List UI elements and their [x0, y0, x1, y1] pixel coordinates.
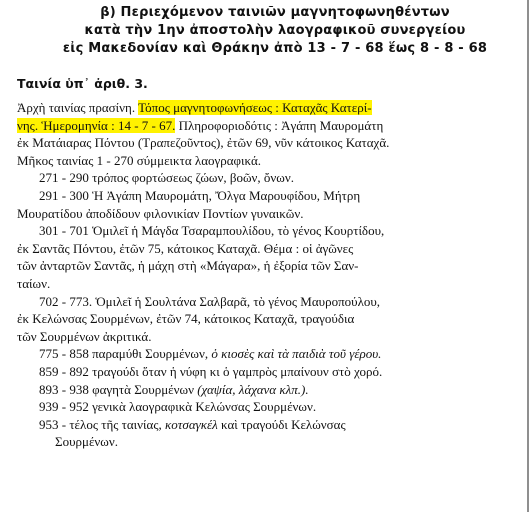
- heading-line-1: β) Περιεχόμενον ταινιῶν μαγνητοφωνηθέντων: [100, 5, 450, 20]
- entry-text: 775 - 858 παραμύθι Σουρμένων,: [39, 346, 209, 362]
- entry-line: 301 - 701 Ὁμιλεῖ ἡ Μάγδα Τσαραμπουλίδου, τὸ γένος Κουρτίδου,: [39, 223, 385, 239]
- intro-line-4: Μῆκος ταινίας 1 - 270 σύμμεικτα λαογραφικά.: [17, 152, 262, 168]
- entry-line: τῶν Σουρμένων ἀκριτικά.: [17, 328, 152, 344]
- entry-italic-title: ὁ κιοσὲς καὶ τὰ παιδιὰ τοῦ γέρου.: [211, 346, 382, 362]
- intro-text: Ἀρχὴ ταινίας πρασίνη.: [17, 100, 136, 115]
- entry-italic-title: (χαψία, λάχανα κλπ.).: [197, 381, 309, 397]
- highlighted-text: Τόπος μαγνητοφωνήσεως : Καταχᾶς Κατερί-: [138, 100, 372, 115]
- entry-line: τῶν ἀνταρτῶν Σαντᾶς, ἡ μάχη στὴ «Μάγαρα», ἡ ἐξορία τῶν Σαν-: [17, 258, 359, 274]
- entry-line: [17, 416, 520, 434]
- intro-line-1: [17, 99, 520, 117]
- entry-line: [17, 345, 520, 363]
- entry-line: 291 - 300 Ἡ Ἀγάπη Μαυρομάτη, Ὄλγα Μαρουφίδου, Μήτρη: [39, 187, 361, 203]
- entry-italic-title: κοτσαγκέλ: [165, 416, 218, 432]
- entry-text: καὶ τραγούδι Κελώνσας: [221, 416, 346, 432]
- heading-line-3: εἰς Μακεδονίαν καὶ Θράκην ἀπὸ 13 - 7 - 68 ἕως 8 - 8 - 68: [62, 41, 488, 56]
- entry-line: ἐκ Κελώνσας Σουρμένων, ἐτῶν 74, κάτοικος Καταχᾶ, τραγούδια: [17, 311, 355, 327]
- entry-text: 893 - 938 φαγητὰ Σουρμένων: [39, 381, 194, 397]
- entry-line: ἐκ Σαντᾶς Πόντου, ἐτῶν 75, κάτοικος Καταχᾶ. Θέμα : οἱ ἀγῶνες: [17, 240, 354, 256]
- entry-line: 702 - 773. Ὁμιλεῖ ἡ Σουλτάνα Σαλβαρᾶ, τὸ γένος Μαυροπούλου,: [39, 293, 381, 309]
- entry-line: 859 - 892 τραγούδι ὅταν ἡ νύφη κι ὁ γαμπρὸς μπαίνουν στὸ χορό.: [39, 363, 383, 379]
- intro-line-3: ἐκ Ματάιαρας Πόντου (Τραπεζοῦντος), ἐτῶν 69, νῦν κάτοικος Καταχᾶ.: [17, 135, 390, 151]
- entry-line: ταίων.: [17, 275, 51, 291]
- entry-line: Σουρμένων.: [55, 434, 118, 450]
- entry-text: 953 - τέλος τῆς ταινίας,: [39, 416, 162, 432]
- page-edge-rule: [527, 0, 529, 512]
- entry-line: 939 - 952 γενικὰ λαογραφικὰ Κελώνσας Σουρμένων.: [39, 399, 317, 415]
- entry-line: 271 - 290 τρόπος φορτώσεως ζώων, βοῶν, ὄνων.: [39, 170, 294, 186]
- intro-line-2: [17, 117, 520, 135]
- entry-line: [17, 381, 520, 399]
- document-body: [17, 99, 520, 451]
- highlighted-text: νης. Ἡμερομηνία : 14 - 7 - 67.: [17, 117, 176, 133]
- entry-line: Μουρατίδου ἀποδίδουν φιλονικίαν Ποντίων γυναικῶν.: [17, 205, 304, 221]
- tape-title: Ταινία ὑπ᾽ ἀριθ. 3.: [17, 76, 148, 91]
- intro-text: Πληροφοριοδότις : Ἀγάπη Μαυρομάτη: [178, 117, 384, 133]
- section-heading: [40, 4, 510, 58]
- heading-line-2: κατὰ τὴν 1ην ἀποστολὴν λαογραφικοῦ συνεργείου: [84, 23, 466, 38]
